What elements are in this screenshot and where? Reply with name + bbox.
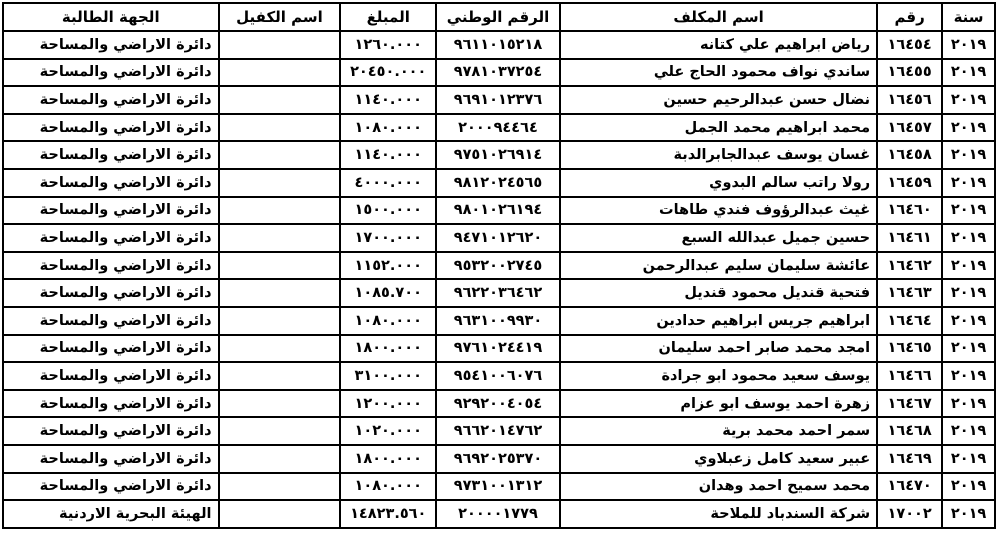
cell-number: ١٦٤٦٦ [877,362,942,390]
table-row [3,279,995,307]
cell-national-id: ٩٢٩٢٠٠٤٠٥٤ [436,390,560,418]
cell-guarantor [219,390,341,418]
cell-name: عائشة سليمان سليم عبدالرحمن [560,252,877,280]
header-authority: الجهة الطالبة [3,3,219,31]
cell-year: ٢٠١٩ [942,445,995,473]
header-name: اسم المكلف [560,3,877,31]
table-row [3,169,995,197]
header-year: سنة [942,3,995,31]
cell-national-id: ٩٧٨١٠٣٧٢٥٤ [436,59,560,87]
table-row [3,141,995,169]
table-row [3,417,995,445]
cell-amount: ١٤٨٢٣.٥٦٠ [340,500,436,528]
table-row [3,224,995,252]
table-row [3,473,995,501]
cell-amount: ١٨٠٠.٠٠٠ [340,445,436,473]
cell-guarantor [219,224,341,252]
cell-number: ١٦٤٦٤ [877,307,942,335]
cell-authority: دائرة الاراضي والمساحة [3,224,219,252]
cell-guarantor [219,307,341,335]
cell-authority: الهيئة البحرية الاردنية [3,500,219,528]
cell-year: ٢٠١٩ [942,31,995,59]
cell-national-id: ٩٥٣٢٠٠٢٧٤٥ [436,252,560,280]
cell-amount: ١٠٨٠.٠٠٠ [340,114,436,142]
cell-authority: دائرة الاراضي والمساحة [3,473,219,501]
cell-authority: دائرة الاراضي والمساحة [3,86,219,114]
cell-authority: دائرة الاراضي والمساحة [3,141,219,169]
table-row [3,59,995,87]
cell-national-id: ٢٠٠٠٠١٧٧٩ [436,500,560,528]
cell-name: ساندي نواف محمود الحاج علي [560,59,877,87]
cell-name: عبير سعيد كامل زعبلاوي [560,445,877,473]
cell-name: نضال حسن عبدالرحيم حسين [560,86,877,114]
table-row [3,197,995,225]
cell-name: حسين جميل عبدالله السبع [560,224,877,252]
cell-authority: دائرة الاراضي والمساحة [3,445,219,473]
cell-authority: دائرة الاراضي والمساحة [3,279,219,307]
table-row [3,307,995,335]
table-row [3,362,995,390]
cell-authority: دائرة الاراضي والمساحة [3,169,219,197]
table-row [3,86,995,114]
cell-amount: ٣١٠٠.٠٠٠ [340,362,436,390]
cell-national-id: ٩٤٧١٠١٢٦٢٠ [436,224,560,252]
header-number: رقم [877,3,942,31]
cell-authority: دائرة الاراضي والمساحة [3,31,219,59]
cell-number: ١٦٤٦٨ [877,417,942,445]
cell-guarantor [219,362,341,390]
cell-guarantor [219,279,341,307]
cell-year: ٢٠١٩ [942,86,995,114]
cell-authority: دائرة الاراضي والمساحة [3,252,219,280]
cell-authority: دائرة الاراضي والمساحة [3,362,219,390]
cell-amount: ١٥٠٠.٠٠٠ [340,197,436,225]
cell-year: ٢٠١٩ [942,362,995,390]
table-row [3,335,995,363]
cell-guarantor [219,31,341,59]
cell-number: ١٦٤٦١ [877,224,942,252]
cell-year: ٢٠١٩ [942,252,995,280]
cell-year: ٢٠١٩ [942,114,995,142]
table-row [3,114,995,142]
cell-year: ٢٠١٩ [942,141,995,169]
cell-national-id: ٩٧٦١٠٢٤٤١٩ [436,335,560,363]
cell-guarantor [219,197,341,225]
debtors-table [2,2,996,529]
header-guarantor: اسم الكفيل [219,3,341,31]
cell-number: ١٦٤٦٧ [877,390,942,418]
cell-authority: دائرة الاراضي والمساحة [3,335,219,363]
cell-number: ١٦٤٥٥ [877,59,942,87]
cell-year: ٢٠١٩ [942,500,995,528]
header-row [3,3,995,31]
cell-guarantor [219,252,341,280]
cell-authority: دائرة الاراضي والمساحة [3,390,219,418]
cell-national-id: ٩٦٩١٠١٢٣٧٦ [436,86,560,114]
cell-authority: دائرة الاراضي والمساحة [3,307,219,335]
cell-authority: دائرة الاراضي والمساحة [3,197,219,225]
cell-national-id: ٩٧٥١٠٢٦٩١٤ [436,141,560,169]
cell-name: زهرة احمد يوسف ابو عزام [560,390,877,418]
cell-national-id: ٢٠٠٠٩٤٤٦٤ [436,114,560,142]
cell-year: ٢٠١٩ [942,473,995,501]
cell-amount: ٢٠٤٥٠.٠٠٠ [340,59,436,87]
cell-authority: دائرة الاراضي والمساحة [3,114,219,142]
cell-name: محمد ابراهيم محمد الجمل [560,114,877,142]
cell-guarantor [219,473,341,501]
cell-amount: ١٠٨٠.٠٠٠ [340,307,436,335]
cell-national-id: ٩٧٣١٠٠١٣١٢ [436,473,560,501]
header-amount: المبلغ [340,3,436,31]
cell-guarantor [219,500,341,528]
cell-number: ١٦٤٦٥ [877,335,942,363]
cell-year: ٢٠١٩ [942,59,995,87]
table-row [3,445,995,473]
cell-guarantor [219,114,341,142]
cell-amount: ٤٠٠٠.٠٠٠ [340,169,436,197]
cell-name: رولا راتب سالم البدوي [560,169,877,197]
cell-amount: ١٧٠٠.٠٠٠ [340,224,436,252]
cell-name: غيث عبدالرؤوف فندي طاهات [560,197,877,225]
cell-guarantor [219,335,341,363]
cell-number: ١٦٤٦٠ [877,197,942,225]
cell-year: ٢٠١٩ [942,224,995,252]
cell-guarantor [219,86,341,114]
cell-number: ١٦٤٦٣ [877,279,942,307]
cell-name: يوسف سعيد محمود ابو جرادة [560,362,877,390]
cell-year: ٢٠١٩ [942,307,995,335]
cell-number: ١٦٤٥٦ [877,86,942,114]
cell-year: ٢٠١٩ [942,279,995,307]
cell-year: ٢٠١٩ [942,197,995,225]
table-row [3,390,995,418]
cell-year: ٢٠١٩ [942,390,995,418]
cell-guarantor [219,59,341,87]
cell-amount: ١١٤٠.٠٠٠ [340,86,436,114]
cell-amount: ١٢٠٠.٠٠٠ [340,390,436,418]
cell-national-id: ٩٥٤١٠٠٦٠٧٦ [436,362,560,390]
cell-name: فتحية قنديل محمود قنديل [560,279,877,307]
cell-number: ١٧٠٠٢ [877,500,942,528]
cell-year: ٢٠١٩ [942,335,995,363]
header-national-id: الرقم الوطني [436,3,560,31]
table-body [3,31,995,528]
cell-number: ١٦٤٥٧ [877,114,942,142]
cell-amount: ١٢٦٠.٠٠٠ [340,31,436,59]
cell-number: ١٦٤٥٨ [877,141,942,169]
cell-authority: دائرة الاراضي والمساحة [3,417,219,445]
cell-name: رياض ابراهيم علي كتانه [560,31,877,59]
cell-amount: ١١٤٠.٠٠٠ [340,141,436,169]
cell-number: ١٦٤٦٩ [877,445,942,473]
cell-amount: ١٠٨٥.٧٠٠ [340,279,436,307]
cell-guarantor [219,417,341,445]
cell-national-id: ٩٦٣١٠٠٩٩٣٠ [436,307,560,335]
cell-number: ١٦٤٥٤ [877,31,942,59]
cell-national-id: ٩٨٠١٠٢٦١٩٤ [436,197,560,225]
cell-amount: ١٨٠٠.٠٠٠ [340,335,436,363]
table-row [3,500,995,528]
cell-name: سمر احمد محمد برية [560,417,877,445]
cell-name: غسان يوسف عبدالجابرالدبة [560,141,877,169]
cell-authority: دائرة الاراضي والمساحة [3,59,219,87]
cell-number: ١٦٤٥٩ [877,169,942,197]
cell-national-id: ٩٦٦٢٠١٤٧٦٢ [436,417,560,445]
cell-amount: ١١٥٢.٠٠٠ [340,252,436,280]
cell-number: ١٦٤٦٢ [877,252,942,280]
table-row [3,31,995,59]
cell-national-id: ٩٦٩٢٠٢٥٣٧٠ [436,445,560,473]
cell-national-id: ٩٦١١٠١٥٢١٨ [436,31,560,59]
cell-name: شركة السندباد للملاحة [560,500,877,528]
cell-national-id: ٩٨١٢٠٢٤٥٦٥ [436,169,560,197]
cell-name: محمد سميح احمد وهدان [560,473,877,501]
cell-number: ١٦٤٧٠ [877,473,942,501]
cell-guarantor [219,169,341,197]
cell-amount: ١٠٨٠.٠٠٠ [340,473,436,501]
cell-guarantor [219,141,341,169]
table-row [3,252,995,280]
cell-name: امجد محمد صابر احمد سليمان [560,335,877,363]
cell-year: ٢٠١٩ [942,417,995,445]
cell-guarantor [219,445,341,473]
cell-year: ٢٠١٩ [942,169,995,197]
cell-national-id: ٩٦٢٢٠٣٦٤٦٢ [436,279,560,307]
cell-amount: ١٠٢٠.٠٠٠ [340,417,436,445]
cell-name: ابراهيم جريس ابراهيم حدادين [560,307,877,335]
